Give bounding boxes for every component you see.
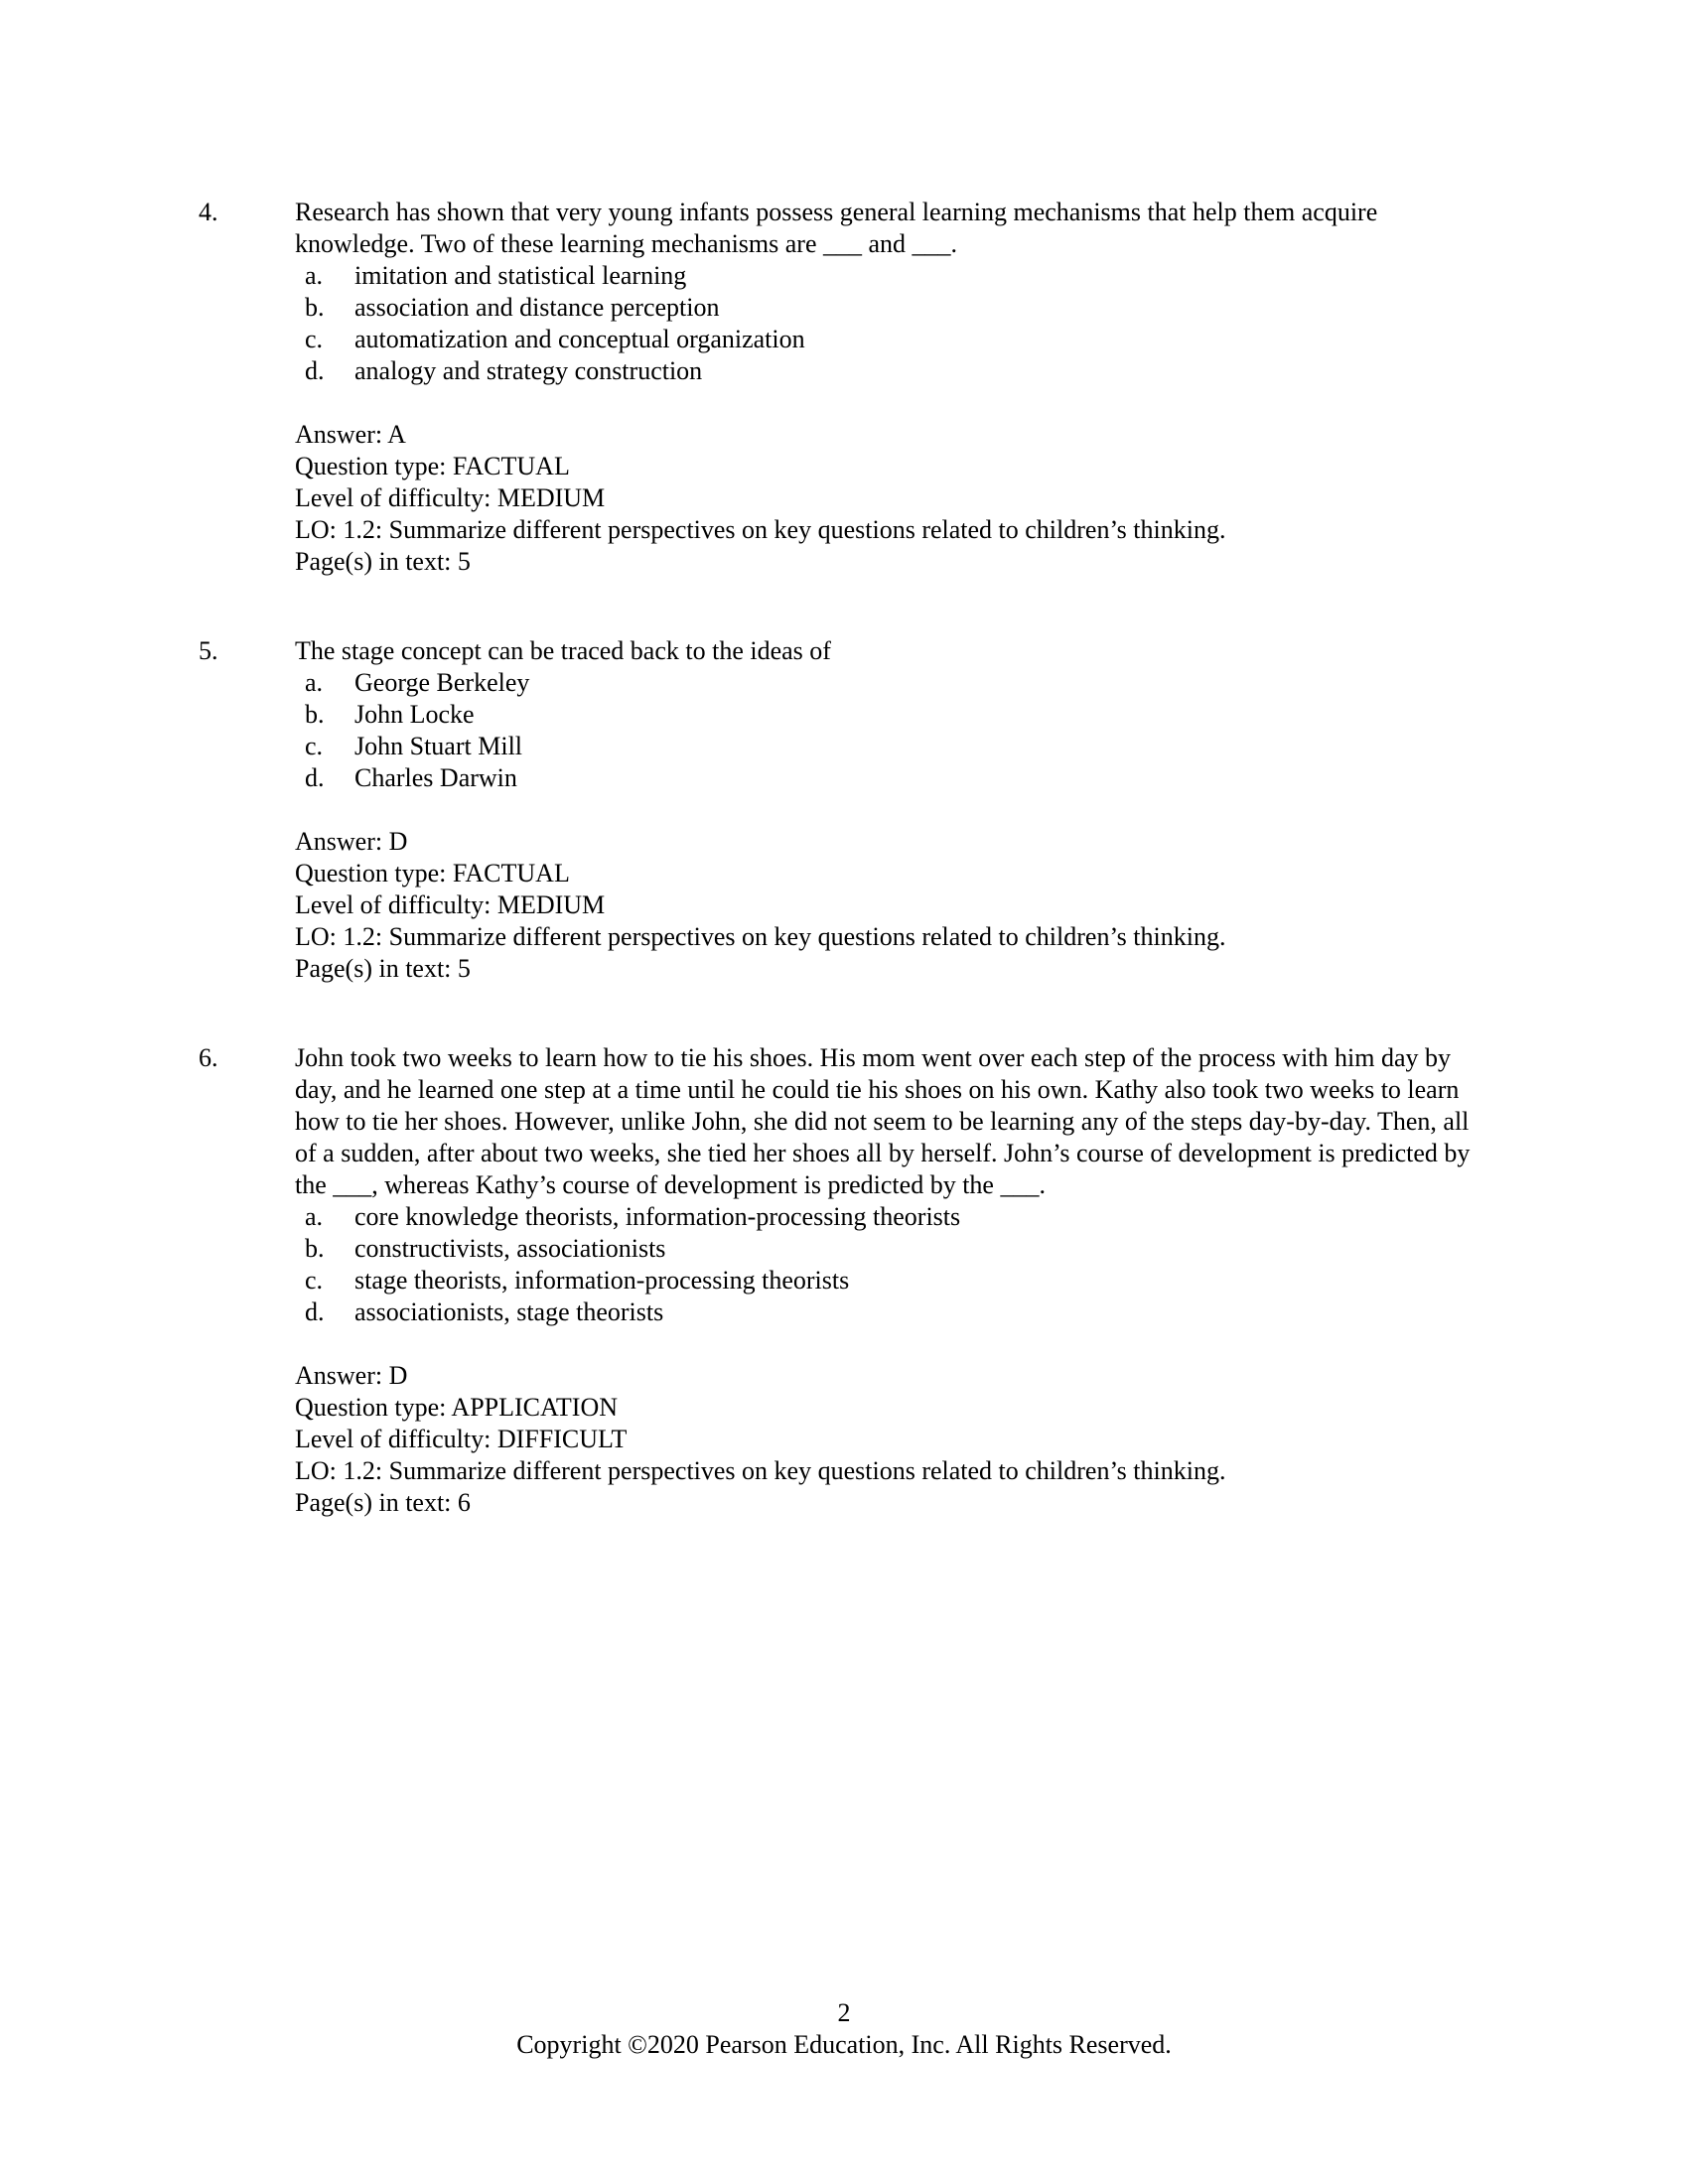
- pages-line: Page(s) in text: 5: [295, 547, 471, 576]
- page-number: 2: [837, 1998, 851, 2027]
- difficulty-line: Level of difficulty: MEDIUM: [295, 483, 606, 512]
- option-text: Charles Darwin: [354, 763, 517, 792]
- learning-objective-line: LO: 1.2: Summarize different perspectives on key questions related to children’s thinking.: [295, 515, 1226, 544]
- difficulty-line: Level of difficulty: DIFFICULT: [295, 1425, 628, 1453]
- answer-line: Answer: D: [295, 827, 408, 856]
- option-text: stage theorists, information-processing theorists: [354, 1266, 850, 1295]
- option-letter: c.: [305, 732, 324, 760]
- question-number: 5.: [199, 636, 218, 665]
- option-text: George Berkeley: [354, 668, 530, 697]
- answer-options: [295, 1201, 1489, 1328]
- question-type-line: Question type: APPLICATION: [295, 1393, 618, 1422]
- option-d: [295, 762, 1489, 794]
- option-text: automatization and conceptual organization: [354, 325, 805, 353]
- pages-line: Page(s) in text: 5: [295, 954, 471, 983]
- option-c: [295, 1265, 1489, 1297]
- option-letter: d.: [305, 1297, 325, 1326]
- pages-line: Page(s) in text: 6: [295, 1488, 471, 1517]
- question-body: [295, 635, 1489, 985]
- option-letter: b.: [305, 700, 325, 729]
- question-body: [295, 1042, 1489, 1519]
- question-stem: The stage concept can be traced back to the ideas of: [295, 636, 831, 665]
- option-letter: a.: [305, 261, 324, 290]
- question-metadata: [295, 826, 1489, 985]
- copyright-notice: Copyright ©2020 Pearson Education, Inc. All Rights Reserved.: [516, 2030, 1172, 2059]
- answer-options: [295, 667, 1489, 794]
- option-letter: c.: [305, 1266, 324, 1295]
- option-c: [295, 324, 1489, 355]
- question-metadata: [295, 1360, 1489, 1519]
- question-body: [295, 197, 1489, 578]
- option-letter: a.: [305, 668, 324, 697]
- option-text: analogy and strategy construction: [354, 356, 703, 385]
- option-a: [295, 260, 1489, 292]
- question-metadata: [295, 419, 1489, 578]
- option-letter: b.: [305, 1234, 325, 1263]
- option-c: [295, 731, 1489, 762]
- question-stem: John took two weeks to learn how to tie his shoes. His mom went over each step of the process with him day by day, and he learned one step at a time until he could tie his shoes on his own. Kathy also took two weeks to learn how to tie her shoes. However, unlike John, she did not seem to be learning any of the steps day-by-day. Then, all of a sudden, after about two weeks, she tied her shoes all by herself. John’s course of development is predicted by the ___, whereas Kathy’s course of development is predicted by the ___.: [295, 1043, 1471, 1199]
- option-text: imitation and statistical learning: [354, 261, 687, 290]
- option-letter: b.: [305, 293, 325, 322]
- answer-line: Answer: D: [295, 1361, 408, 1390]
- option-a: [295, 667, 1489, 699]
- option-d: [295, 1297, 1489, 1328]
- question-type-line: Question type: FACTUAL: [295, 859, 570, 887]
- question-type-line: Question type: FACTUAL: [295, 452, 570, 480]
- option-text: associationists, stage theorists: [354, 1297, 664, 1326]
- answer-line: Answer: A: [295, 420, 406, 449]
- option-text: core knowledge theorists, information-processing theorists: [354, 1202, 961, 1231]
- option-a: [295, 1201, 1489, 1233]
- answer-options: [295, 260, 1489, 387]
- learning-objective-line: LO: 1.2: Summarize different perspectives on key questions related to children’s thinking.: [295, 922, 1226, 951]
- option-text: John Locke: [354, 700, 475, 729]
- question-number: 4.: [199, 198, 218, 226]
- option-text: association and distance perception: [354, 293, 720, 322]
- option-b: [295, 699, 1489, 731]
- option-letter: d.: [305, 763, 325, 792]
- option-d: [295, 355, 1489, 387]
- option-b: [295, 1233, 1489, 1265]
- option-letter: c.: [305, 325, 324, 353]
- option-text: John Stuart Mill: [354, 732, 523, 760]
- learning-objective-line: LO: 1.2: Summarize different perspectives on key questions related to children’s thinking.: [295, 1456, 1226, 1485]
- option-text: constructivists, associationists: [354, 1234, 666, 1263]
- question-number: 6.: [199, 1043, 218, 1072]
- question-stem: Research has shown that very young infants possess general learning mechanisms that help them acquire knowledge. Two of these learning mechanisms are ___ and ___.: [295, 198, 1378, 258]
- difficulty-line: Level of difficulty: MEDIUM: [295, 890, 606, 919]
- option-b: [295, 292, 1489, 324]
- option-letter: a.: [305, 1202, 324, 1231]
- option-letter: d.: [305, 356, 325, 385]
